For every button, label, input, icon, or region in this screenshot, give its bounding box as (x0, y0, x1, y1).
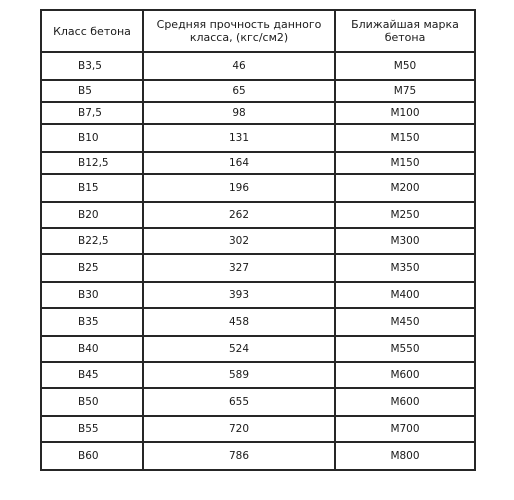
table-row (41, 282, 475, 308)
grade-cell: М75 (335, 80, 475, 102)
table-row (41, 362, 475, 388)
class-cell: В50 (41, 388, 143, 416)
grade-cell: М450 (335, 308, 475, 336)
class-cell: В40 (41, 336, 143, 362)
strength-cell: 65 (143, 80, 335, 102)
class-cell: В15 (41, 174, 143, 202)
grade-cell: М550 (335, 336, 475, 362)
table-body (41, 52, 475, 470)
grade-cell: М250 (335, 202, 475, 228)
strength-cell: 262 (143, 202, 335, 228)
strength-cell: 458 (143, 308, 335, 336)
grade-cell: М600 (335, 388, 475, 416)
table-row (41, 416, 475, 442)
class-cell: В55 (41, 416, 143, 442)
strength-cell: 302 (143, 228, 335, 254)
strength-cell: 327 (143, 254, 335, 282)
header-average-strength: Средняя прочность данного класса, (кгс/см2) (143, 10, 335, 52)
header-concrete-class: Класс бетона (41, 10, 143, 52)
table-row (41, 124, 475, 152)
grade-cell: М150 (335, 124, 475, 152)
header-row (41, 10, 475, 52)
strength-cell: 589 (143, 362, 335, 388)
class-cell: В22,5 (41, 228, 143, 254)
grade-cell: М50 (335, 52, 475, 80)
strength-cell: 196 (143, 174, 335, 202)
class-cell: В12,5 (41, 152, 143, 174)
grade-cell: М100 (335, 102, 475, 124)
grade-cell: М150 (335, 152, 475, 174)
table-row (41, 308, 475, 336)
table-row (41, 228, 475, 254)
table-row (41, 52, 475, 80)
class-cell: В5 (41, 80, 143, 102)
table-row (41, 254, 475, 282)
strength-cell: 131 (143, 124, 335, 152)
grade-cell: М300 (335, 228, 475, 254)
table-row (41, 202, 475, 228)
grade-cell: М350 (335, 254, 475, 282)
header-nearest-grade: Ближайшая марка бетона (335, 10, 475, 52)
class-cell: В3,5 (41, 52, 143, 80)
class-cell: В35 (41, 308, 143, 336)
grade-cell: М200 (335, 174, 475, 202)
table-row (41, 442, 475, 470)
strength-cell: 393 (143, 282, 335, 308)
table-row (41, 152, 475, 174)
strength-cell: 98 (143, 102, 335, 124)
strength-cell: 655 (143, 388, 335, 416)
strength-cell: 524 (143, 336, 335, 362)
concrete-grade-table (40, 9, 476, 471)
table-row (41, 336, 475, 362)
strength-cell: 46 (143, 52, 335, 80)
class-cell: В45 (41, 362, 143, 388)
table-row (41, 174, 475, 202)
grade-cell: М800 (335, 442, 475, 470)
class-cell: В60 (41, 442, 143, 470)
table-row (41, 102, 475, 124)
strength-cell: 164 (143, 152, 335, 174)
class-cell: В30 (41, 282, 143, 308)
strength-cell: 786 (143, 442, 335, 470)
class-cell: В7,5 (41, 102, 143, 124)
class-cell: В10 (41, 124, 143, 152)
class-cell: В25 (41, 254, 143, 282)
grade-cell: М600 (335, 362, 475, 388)
grade-cell: М700 (335, 416, 475, 442)
grade-cell: М400 (335, 282, 475, 308)
table-row (41, 80, 475, 102)
class-cell: В20 (41, 202, 143, 228)
table-row (41, 388, 475, 416)
strength-cell: 720 (143, 416, 335, 442)
